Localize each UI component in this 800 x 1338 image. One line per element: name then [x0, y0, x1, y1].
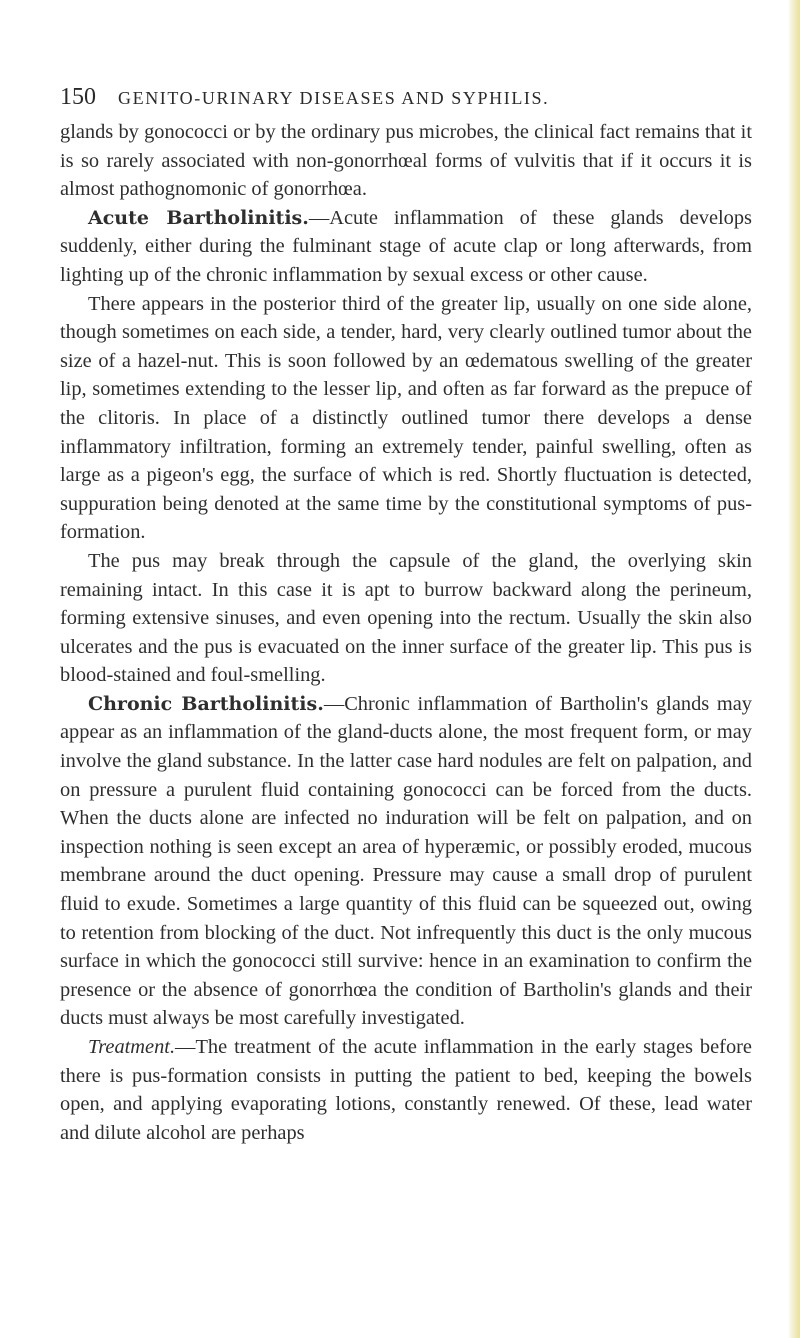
paragraph-treatment: Treatment.—The treatment of the acute inflammation in the early stages before there is pus-formation consists in putting the patient to bed, keeping the bowels open, and applying evaporating lotions, constantly renewed. Of these, lead water and dilute alcohol are perhaps: [60, 1036, 752, 1144]
paragraph-pus-course: The pus may break through the capsule of the gland, the overlying skin remaining intact. In this case it is apt to burrow backward along the perineum, forming extensive sinuses, and even opening into the rectum. Usually the skin also ulcerates and the pus is evacuated on the inner surface of the greater lip. This pus is blood-stained and foul-smelling.: [60, 549, 752, 687]
section-heading-acute: Acute Bartholinitis.: [88, 206, 309, 229]
paragraph-chronic-bartholinitis: Chronic Bartholinitis.—Chronic inflammation of Bartholin's glands may appear as an inflammation of the gland-ducts alone, the most frequent form, or may involve the gland substance. In the latter case hard nodules are felt on palpation, and on pressure a purulent fluid containing gonococci can be forced from the ducts. When the ducts alone are infected no induration will be felt on palpation, and on inspection nothing is seen except an area of hyperæmic, or possibly eroded, mucous membrane around the duct opening. Pressure may cause a small drop of purulent fluid to exude. Sometimes a large quantity of this fluid can be squeezed out, owing to retention from blocking of the duct. Not infrequently this duct is the only mucous surface in which the gonococci still survive: hence in an examination to confirm the presence or the absence of gonorrhœa the condition of Bartholin's glands and their ducts must always be most carefully investigated.: [60, 692, 752, 1030]
paragraph-acute-bartholinitis: Acute Bartholinitis.—Acute inflammation of these glands develops suddenly, either during the fulminant stage of acute clap or long afterwards, from lighting up of the chronic inflammation by sexual excess or other cause.: [60, 206, 752, 286]
running-head: GENITO-URINARY DISEASES AND SYPHILIS.: [118, 88, 550, 108]
paragraph-acute-symptoms: There appears in the posterior third of the greater lip, usually on one side alone, though sometimes on each side, a tender, hard, very clearly outlined tumor about the size of a hazel-nut. This is soon followed by an œdematous swelling of the greater lip, sometimes extending to the lesser lip, and often as far forward as the prepuce of the clitoris. In place of a distinctly outlined tumor there develops a dense inflammatory infiltration, forming an extremely tender, painful swelling, often as large as a pigeon's egg, the surface of which is red. Shortly fluctuation is detected, suppuration being denoted at the same time by the constitutional symptoms of pus-formation.: [60, 292, 752, 544]
section-heading-chronic: Chronic Bartholinitis.: [88, 692, 324, 715]
body-text: [60, 118, 752, 1147]
paragraph-gonococci-intro: glands by gonococci or by the ordinary pus microbes, the clinical fact remains that it is so rarely associated with non-gonorrhœal forms of vulvitis that if it occurs it is almost pathognomonic of gonorrhœa.: [60, 121, 752, 201]
page-edge: [788, 0, 800, 1338]
page-header: [60, 84, 760, 114]
section-heading-treatment: Treatment.: [88, 1036, 176, 1058]
page-number: 150: [60, 84, 96, 110]
